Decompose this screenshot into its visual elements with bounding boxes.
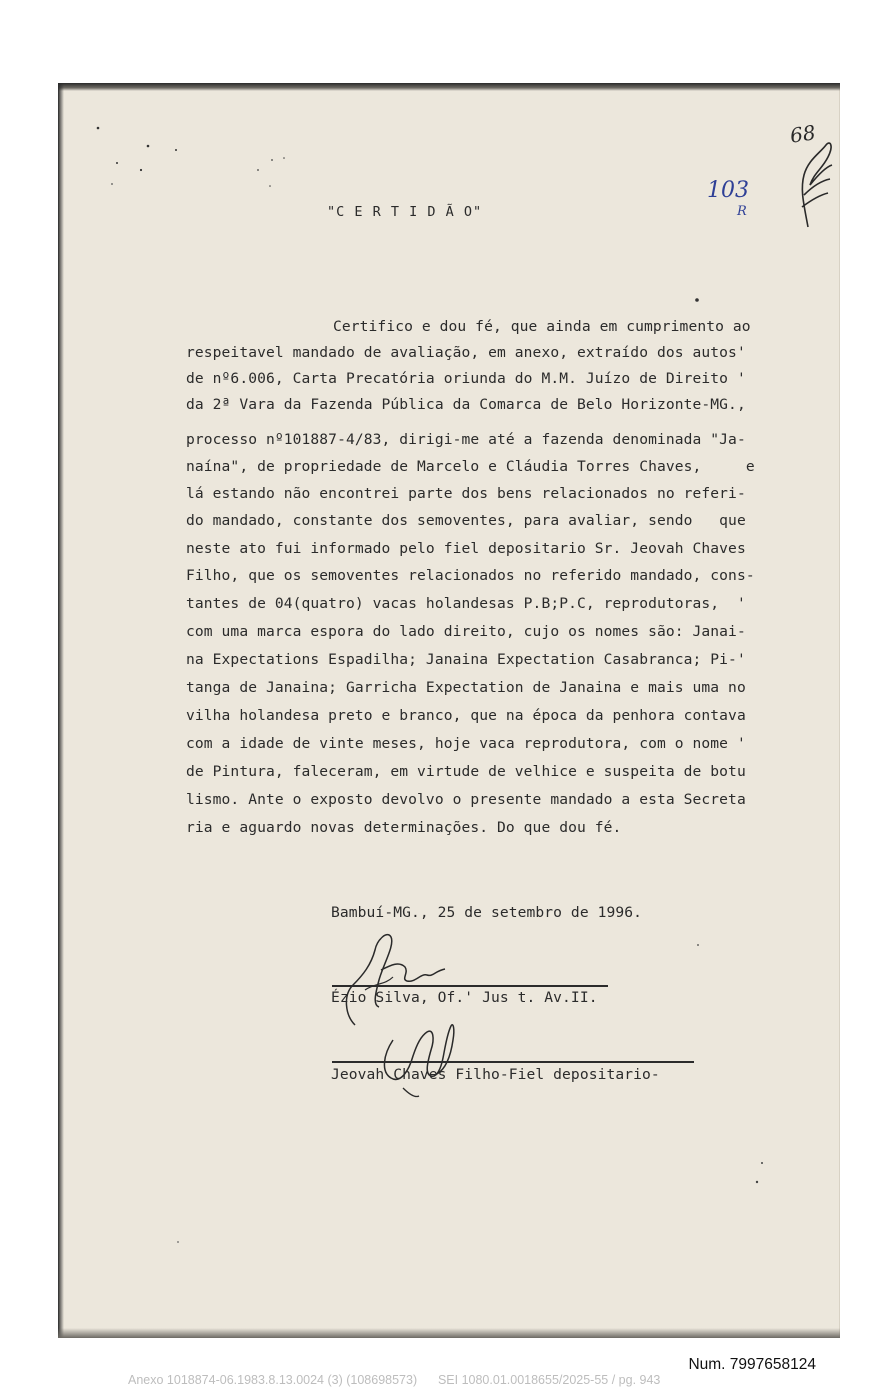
body-line: tanga de Janaina; Garricha Expectation de Janaina e mais uma no (186, 679, 746, 696)
page-stamp-number: 103 (707, 178, 749, 203)
body-line: Filho, que os semoventes relacionados no referido mandado, cons- (186, 567, 755, 584)
body-line: processo nº101887-4/83, dirigi-me até a fazenda denominada "Ja- (186, 431, 746, 448)
body-line: respeitavel mandado de avaliação, em anexo, extraído dos autos' (186, 344, 746, 361)
body-line: na Expectations Espadilha; Janaina Expectation Casabranca; Pi-' (186, 651, 746, 668)
signature-line-1 (332, 985, 608, 987)
scan-shadow-left (58, 83, 64, 1338)
scan-shadow-bottom (58, 1328, 840, 1338)
body-line: lismo. Ante o exposto devolvo o presente mandado a esta Secreta (186, 791, 746, 808)
source-reference: Anexo 1018874-06.1983.8.13.0024 (3) (108698573) SEI 1080.01.0018655/2025-55 / pg. 943 (128, 1373, 661, 1387)
body-line: de Pintura, faleceram, em virtude de velhice e suspeita de botu (186, 763, 746, 780)
corner-page-number: 68 (788, 120, 817, 148)
document-num: Num. 7997658124 (688, 1356, 816, 1373)
document-title: "C E R T I D Ã O" (327, 204, 483, 220)
place-date: Bambuí-MG., 25 de setembro de 1996. (331, 904, 643, 921)
body-line: do mandado, constante dos semoventes, para avaliar, sendo que (186, 512, 746, 529)
body-line: lá estando não encontrei parte dos bens relacionados no referi- (186, 485, 746, 502)
body-line: com a idade de vinte meses, hoje vaca reprodutora, com o nome ' (186, 735, 746, 752)
body-line: com uma marca espora do lado direito, cujo os nomes são: Janai- (186, 623, 746, 640)
body-line: vilha holandesa preto e branco, que na época da penhora contava (186, 707, 746, 724)
signature-2-handwriting (375, 1010, 465, 1100)
body-line: neste ato fui informado pelo fiel depositario Sr. Jeovah Chaves (186, 540, 746, 557)
body-line: Certifico e dou fé, que ainda em cumprimento ao (333, 318, 751, 335)
body-line: naína", de propriedade de Marcelo e Cláudia Torres Chaves, e (186, 458, 755, 475)
body-line: da 2ª Vara da Fazenda Pública da Comarca de Belo Horizonte-MG., (186, 396, 746, 413)
scan-shadow-top (58, 83, 840, 91)
body-line: tantes de 04(quatro) vacas holandesas P.B;P.C, reprodutoras, ' (186, 595, 746, 612)
signatory-2-name: Jeovah Chaves Filho-Fiel depositario- (331, 1066, 660, 1083)
body-line: ria e aguardo novas determinações. Do que dou fé. (186, 819, 622, 836)
signature-line-2 (332, 1061, 694, 1063)
body-line: de nº6.006, Carta Precatória oriunda do M.M. Juízo de Direito ' (186, 370, 746, 387)
page-stamp-sub: R (737, 204, 747, 219)
signatory-1-name: Ézio Silva, Of.' Jus t. Av.II. (331, 989, 598, 1006)
corner-initials-signature (790, 135, 840, 230)
